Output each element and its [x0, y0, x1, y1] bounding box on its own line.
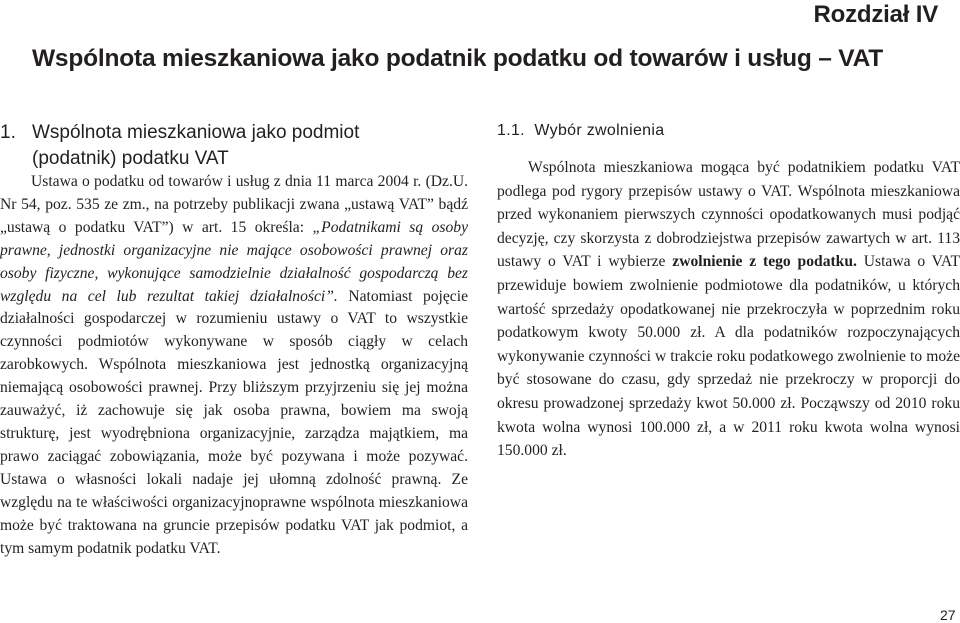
subsection-title: Wybór zwolnienia	[534, 122, 665, 139]
chapter-label: Rozdział IV	[813, 1, 938, 28]
section-heading-line-1	[0, 120, 470, 146]
right-column	[497, 156, 960, 463]
subsection-heading	[497, 121, 664, 141]
right-text-part-2: Ustawa o VAT przewiduje bowiem zwolnienie podmiotowe dla podatników, u których wartość sprzedaży opodatkowanej nie przekroczyła w poprzednim roku podatkowym kwoty 50.000 zł. A dla podatników rozpoczynających wykonywanie czynności w trakcie roku podatkowego zwolnienie to może być stosowane do czasu, gdy sprzedaż nie przekroczy w proporcji do okresu prowadzonej sprzedaży kwot 50.000 zł. Począwszy od 2010 roku kwota wolna wynosi 100.000 zł, a w 2011 roku kwota wolna wynosi 150.000 zł.	[497, 253, 960, 460]
section-title-line-1: Wspólnota mieszkaniowa jako podmiot	[32, 122, 360, 143]
left-column	[0, 171, 468, 560]
left-paragraph	[0, 171, 468, 560]
section-heading	[0, 120, 470, 172]
legal-quote: „Podatnikami są osoby prawne, jednostki organizacyjne nie mające osobowości prawnej oraz osoby fizyczne, wykonujące samodzielnie działalność gospodarczą bez względu na cel lub rezultat takiej działalności”.	[0, 218, 468, 305]
page-number: 27	[940, 607, 956, 623]
section-number: 1.	[0, 122, 16, 143]
section-title-line-2: (podatnik) podatku VAT	[32, 148, 229, 169]
page-title: Wspólnota mieszkaniowa jako podatnik podatku od towarów i usług – VAT	[32, 45, 884, 72]
subsection-number: 1.1.	[497, 122, 525, 139]
left-rest-text: Natomiast pojęcie działalności gospodarczej w rozumieniu ustawy o VAT to wszystkie czynności podmiotów wykonywane w sposób ciągły w celach zarobkowych. Wspólnota mieszkaniowa jest jednostką organizacyjną niemającą osobowości prawnej. Przy bliższym przyjrzeniu się jej można zauważyć, iż zachowuje się jak osoba prawna, bowiem ma swoją strukturę, jest wyodrębniona organizacyjnie, zarządza majątkiem, ma prawo zaciągać zobowiązania, może być pozywana i może pozywać. Ustawa o własności lokali nadaje jej ułomną zdolność prawną. Ze względu na te właściwości organizacyjnoprawne wspólnota mieszkaniowa może być traktowana na gruncie przepisów podatku VAT jak podmiot, a tym samym podatnik podatku VAT.	[0, 287, 468, 557]
right-text-part-1: Wspólnota mieszkaniowa mogąca być podatnikiem podatku VAT podlega pod rygory przepisów ustawy o VAT. Wspólnota mieszkaniowa przed wykonaniem pierwszych czynności opodatkowanych musi podjąć decyzję, czy skorzysta z dobrodziejstwa przepisów zawartych w art. 113 ustawy o VAT i wybierze	[497, 159, 960, 271]
right-paragraph	[497, 156, 960, 463]
left-intro-text: Ustawa o podatku od towarów i usług z dnia 11 marca 2004 r. (Dz.U. Nr 54, poz. 535 ze zm., na potrzeby publikacji zwana „ustawą VAT” bądź „ustawą o podatku VAT”) w art. 15 określa:	[0, 173, 468, 236]
right-bold-text: zwolnienie z tego podatku.	[672, 253, 857, 271]
